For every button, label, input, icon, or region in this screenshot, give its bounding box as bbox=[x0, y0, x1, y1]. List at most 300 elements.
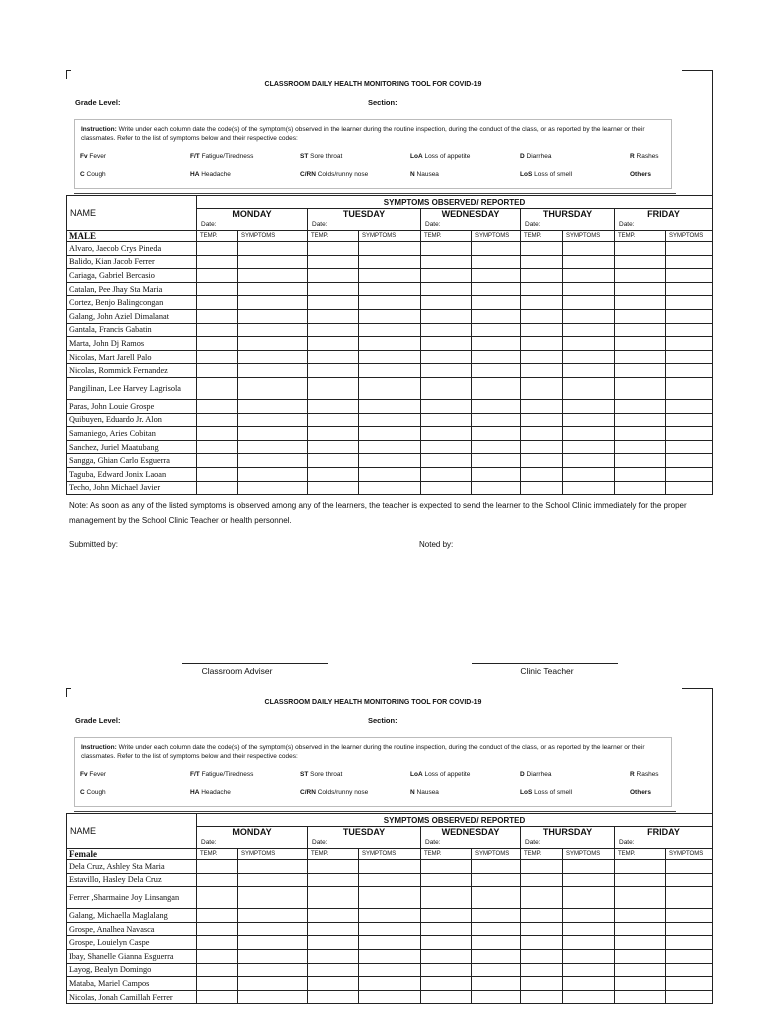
temp-cell[interactable] bbox=[521, 922, 563, 936]
temp-cell[interactable] bbox=[197, 977, 238, 991]
symptoms-cell[interactable] bbox=[472, 296, 521, 310]
temp-cell[interactable] bbox=[521, 427, 563, 441]
temp-cell[interactable] bbox=[197, 337, 238, 351]
temp-cell[interactable] bbox=[421, 467, 472, 481]
day-label: TUESDAY bbox=[342, 827, 386, 837]
day-header-thursday bbox=[521, 827, 615, 849]
temp-cell[interactable] bbox=[197, 427, 238, 441]
temp-cell[interactable] bbox=[521, 269, 563, 283]
temp-cell[interactable] bbox=[308, 364, 359, 378]
symptoms-cell[interactable] bbox=[472, 922, 521, 936]
temp-cell[interactable] bbox=[521, 481, 563, 495]
symptoms-cell[interactable] bbox=[359, 936, 421, 950]
symptoms-cell[interactable] bbox=[238, 860, 308, 874]
temp-cell[interactable] bbox=[197, 454, 238, 468]
temp-cell[interactable] bbox=[615, 309, 666, 323]
temp-cell[interactable] bbox=[197, 377, 238, 399]
symptoms-cell[interactable] bbox=[472, 949, 521, 963]
temp-cell[interactable] bbox=[308, 887, 359, 909]
symptoms-cell[interactable] bbox=[472, 977, 521, 991]
symptoms-cell[interactable] bbox=[359, 413, 421, 427]
temp-cell[interactable] bbox=[615, 296, 666, 310]
temp-cell[interactable] bbox=[197, 309, 238, 323]
symptoms-cell[interactable] bbox=[238, 936, 308, 950]
symptoms-cell[interactable] bbox=[666, 481, 713, 495]
temp-cell[interactable] bbox=[308, 949, 359, 963]
symptoms-cell[interactable] bbox=[563, 323, 615, 337]
symptoms-cell[interactable] bbox=[666, 337, 713, 351]
symptoms-cell[interactable] bbox=[359, 323, 421, 337]
symptoms-cell[interactable] bbox=[666, 296, 713, 310]
symptoms-cell[interactable] bbox=[666, 350, 713, 364]
temp-cell[interactable] bbox=[308, 922, 359, 936]
temp-cell[interactable] bbox=[521, 377, 563, 399]
symptoms-cell[interactable] bbox=[359, 887, 421, 909]
temp-cell[interactable] bbox=[308, 481, 359, 495]
code-fever: Fv Fever bbox=[80, 771, 107, 778]
temp-cell[interactable] bbox=[421, 413, 472, 427]
temp-cell[interactable] bbox=[308, 990, 359, 1004]
temp-cell[interactable] bbox=[615, 440, 666, 454]
symptoms-cell[interactable] bbox=[238, 481, 308, 495]
symptoms-cell[interactable] bbox=[238, 454, 308, 468]
temp-cell[interactable] bbox=[197, 296, 238, 310]
symptoms-cell[interactable] bbox=[563, 399, 615, 413]
symptoms-cell[interactable] bbox=[563, 909, 615, 923]
symptoms-cell[interactable] bbox=[563, 990, 615, 1004]
temp-cell[interactable] bbox=[308, 309, 359, 323]
temp-cell[interactable] bbox=[521, 936, 563, 950]
symptoms-cell[interactable] bbox=[238, 963, 308, 977]
symptoms-cell[interactable] bbox=[666, 949, 713, 963]
temp-cell[interactable] bbox=[308, 977, 359, 991]
symptoms-cell[interactable] bbox=[472, 873, 521, 887]
day-label: FRIDAY bbox=[647, 827, 680, 837]
temp-cell[interactable] bbox=[197, 887, 238, 909]
symptoms-cell[interactable] bbox=[563, 860, 615, 874]
symptoms-cell[interactable] bbox=[666, 399, 713, 413]
temp-cell[interactable] bbox=[308, 873, 359, 887]
temp-cell[interactable] bbox=[421, 963, 472, 977]
temp-cell[interactable] bbox=[308, 413, 359, 427]
temp-cell[interactable] bbox=[421, 887, 472, 909]
temp-cell[interactable] bbox=[421, 350, 472, 364]
symptoms-cell[interactable] bbox=[563, 454, 615, 468]
day-header-wednesday bbox=[421, 827, 521, 849]
temp-cell[interactable] bbox=[421, 309, 472, 323]
temp-cell[interactable] bbox=[308, 242, 359, 256]
temp-cell[interactable] bbox=[197, 481, 238, 495]
temp-cell[interactable] bbox=[521, 350, 563, 364]
temp-cell[interactable] bbox=[197, 364, 238, 378]
day-label: MONDAY bbox=[232, 827, 272, 837]
temp-cell[interactable] bbox=[615, 887, 666, 909]
symptoms-cell[interactable] bbox=[238, 242, 308, 256]
temp-cell[interactable] bbox=[197, 440, 238, 454]
symptoms-cell[interactable] bbox=[563, 413, 615, 427]
table-row bbox=[67, 242, 713, 256]
symptoms-cell[interactable] bbox=[238, 255, 308, 269]
symptoms-cell[interactable] bbox=[472, 427, 521, 441]
temp-cell[interactable] bbox=[615, 242, 666, 256]
temp-cell[interactable] bbox=[521, 963, 563, 977]
temp-cell[interactable] bbox=[521, 949, 563, 963]
symptoms-cell[interactable] bbox=[563, 242, 615, 256]
temp-cell[interactable] bbox=[615, 350, 666, 364]
temp-cell[interactable] bbox=[521, 255, 563, 269]
temp-cell[interactable] bbox=[421, 399, 472, 413]
symptoms-cell[interactable] bbox=[666, 323, 713, 337]
symptoms-cell[interactable] bbox=[666, 990, 713, 1004]
symptoms-cell[interactable] bbox=[472, 309, 521, 323]
symptoms-cell[interactable] bbox=[472, 323, 521, 337]
symptoms-cell[interactable] bbox=[359, 309, 421, 323]
symptoms-cell[interactable] bbox=[472, 337, 521, 351]
symptoms-cell[interactable] bbox=[238, 909, 308, 923]
symptoms-cell[interactable] bbox=[238, 296, 308, 310]
date-label: Date: bbox=[425, 839, 441, 846]
symptoms-cell[interactable] bbox=[666, 364, 713, 378]
symptoms-cell[interactable] bbox=[238, 309, 308, 323]
temp-cell[interactable] bbox=[197, 936, 238, 950]
symptoms-header: SYMPTOMS OBSERVED/ REPORTED bbox=[197, 814, 713, 827]
temp-cell[interactable] bbox=[521, 282, 563, 296]
symptoms-cell[interactable] bbox=[666, 242, 713, 256]
temp-cell[interactable] bbox=[421, 936, 472, 950]
temp-cell[interactable] bbox=[521, 309, 563, 323]
temp-cell[interactable] bbox=[521, 977, 563, 991]
monitoring-table-female bbox=[66, 813, 713, 1004]
temp-cell[interactable] bbox=[421, 364, 472, 378]
symptoms-cell[interactable] bbox=[472, 467, 521, 481]
symptoms-cell[interactable] bbox=[359, 399, 421, 413]
code-diarrhea: D Diarrhea bbox=[520, 771, 552, 778]
symptoms-cell[interactable] bbox=[359, 949, 421, 963]
symptoms-cell[interactable] bbox=[238, 364, 308, 378]
temp-cell[interactable] bbox=[521, 873, 563, 887]
temp-cell[interactable] bbox=[421, 440, 472, 454]
symptoms-cell[interactable] bbox=[563, 364, 615, 378]
symptoms-cell[interactable] bbox=[238, 399, 308, 413]
symptoms-cell[interactable] bbox=[666, 909, 713, 923]
temp-cell[interactable] bbox=[197, 399, 238, 413]
temp-cell[interactable] bbox=[421, 909, 472, 923]
symptoms-cell[interactable] bbox=[359, 296, 421, 310]
temp-cell[interactable] bbox=[421, 269, 472, 283]
temp-cell[interactable] bbox=[615, 413, 666, 427]
symptoms-cell[interactable] bbox=[666, 873, 713, 887]
temp-cell[interactable] bbox=[615, 467, 666, 481]
symptoms-cell[interactable] bbox=[238, 377, 308, 399]
symptoms-cell[interactable] bbox=[666, 454, 713, 468]
symptoms-cell[interactable] bbox=[359, 990, 421, 1004]
symptoms-cell[interactable] bbox=[563, 977, 615, 991]
temp-cell[interactable] bbox=[615, 949, 666, 963]
symptoms-cell[interactable] bbox=[238, 323, 308, 337]
temp-cell[interactable] bbox=[521, 860, 563, 874]
symptoms-cell[interactable] bbox=[472, 350, 521, 364]
temp-cell[interactable] bbox=[615, 860, 666, 874]
day-label: TUESDAY bbox=[342, 209, 386, 219]
symptoms-cell[interactable] bbox=[472, 364, 521, 378]
temp-cell[interactable] bbox=[197, 467, 238, 481]
date-label: Date: bbox=[425, 221, 441, 228]
symptoms-cell[interactable] bbox=[238, 990, 308, 1004]
temp-cell[interactable] bbox=[308, 936, 359, 950]
symptoms-cell[interactable] bbox=[666, 309, 713, 323]
temp-cell[interactable] bbox=[308, 454, 359, 468]
temp-cell[interactable] bbox=[615, 364, 666, 378]
symptoms-cell[interactable] bbox=[472, 440, 521, 454]
symptoms-cell[interactable] bbox=[472, 860, 521, 874]
temp-cell[interactable] bbox=[615, 977, 666, 991]
code-headache: HA Headache bbox=[190, 789, 231, 796]
symptoms-cell[interactable] bbox=[563, 481, 615, 495]
symptoms-cell[interactable] bbox=[563, 887, 615, 909]
date-label: Date: bbox=[201, 839, 217, 846]
symptoms-cell[interactable] bbox=[238, 977, 308, 991]
symptoms-cell[interactable] bbox=[359, 909, 421, 923]
temp-cell[interactable] bbox=[197, 963, 238, 977]
temp-cell[interactable] bbox=[521, 364, 563, 378]
symptoms-cell[interactable] bbox=[563, 440, 615, 454]
temp-cell[interactable] bbox=[197, 269, 238, 283]
symptoms-cell[interactable] bbox=[359, 454, 421, 468]
temp-cell[interactable] bbox=[615, 936, 666, 950]
note-text: Note: As soon as any of the listed symptoms is observed among any of the learners, the teacher is expected to send the learner to the School Clinic immediately for the proper management by the School Clinic Teacher or health personnel. bbox=[69, 501, 687, 525]
temp-cell[interactable] bbox=[308, 337, 359, 351]
symptoms-cell[interactable] bbox=[563, 350, 615, 364]
symptoms-cell[interactable] bbox=[563, 963, 615, 977]
symptoms-cell[interactable] bbox=[666, 887, 713, 909]
symptoms-cell[interactable] bbox=[359, 350, 421, 364]
temp-cell[interactable] bbox=[615, 909, 666, 923]
temp-cell[interactable] bbox=[615, 990, 666, 1004]
symptoms-cell[interactable] bbox=[472, 936, 521, 950]
temp-cell[interactable] bbox=[197, 255, 238, 269]
temp-cell[interactable] bbox=[521, 454, 563, 468]
symptoms-cell[interactable] bbox=[563, 467, 615, 481]
symptoms-cell[interactable] bbox=[472, 481, 521, 495]
temp-cell[interactable] bbox=[615, 454, 666, 468]
temp-cell[interactable] bbox=[615, 337, 666, 351]
symptoms-cell[interactable] bbox=[238, 282, 308, 296]
symptoms-cell[interactable] bbox=[563, 377, 615, 399]
symptoms-cell[interactable] bbox=[359, 255, 421, 269]
symptoms-cell[interactable] bbox=[666, 377, 713, 399]
temp-cell[interactable] bbox=[308, 467, 359, 481]
symptoms-cell[interactable] bbox=[238, 427, 308, 441]
temp-cell[interactable] bbox=[421, 377, 472, 399]
temp-cell[interactable] bbox=[521, 296, 563, 310]
temp-cell[interactable] bbox=[421, 977, 472, 991]
symptoms-cell[interactable] bbox=[238, 922, 308, 936]
symptoms-cell[interactable] bbox=[563, 255, 615, 269]
temp-cell[interactable] bbox=[308, 399, 359, 413]
symptoms-cell[interactable] bbox=[238, 949, 308, 963]
temp-cell[interactable] bbox=[421, 255, 472, 269]
date-label: Date: bbox=[619, 221, 635, 228]
symptoms-cell[interactable] bbox=[666, 977, 713, 991]
symptoms-cell[interactable] bbox=[563, 936, 615, 950]
temp-cell[interactable] bbox=[308, 323, 359, 337]
symptoms-cell[interactable] bbox=[238, 337, 308, 351]
temp-cell[interactable] bbox=[308, 255, 359, 269]
symptoms-cell[interactable] bbox=[666, 922, 713, 936]
temp-cell[interactable] bbox=[421, 922, 472, 936]
student-name: Alvaro, Jaecob Crys Pineda bbox=[67, 242, 197, 256]
temp-cell[interactable] bbox=[421, 949, 472, 963]
temp-cell[interactable] bbox=[521, 909, 563, 923]
symptoms-cell[interactable] bbox=[472, 454, 521, 468]
symptoms-cell[interactable] bbox=[472, 887, 521, 909]
temp-cell[interactable] bbox=[615, 427, 666, 441]
symptoms-cell[interactable] bbox=[472, 255, 521, 269]
temp-cell[interactable] bbox=[197, 350, 238, 364]
temp-cell[interactable] bbox=[421, 282, 472, 296]
temp-cell[interactable] bbox=[421, 454, 472, 468]
symptoms-cell[interactable] bbox=[563, 309, 615, 323]
temp-cell[interactable] bbox=[197, 860, 238, 874]
temp-cell[interactable] bbox=[308, 909, 359, 923]
temp-cell[interactable] bbox=[197, 323, 238, 337]
symptoms-cell[interactable] bbox=[359, 269, 421, 283]
symptoms-cell[interactable] bbox=[666, 963, 713, 977]
temp-cell[interactable] bbox=[615, 873, 666, 887]
temp-cell[interactable] bbox=[308, 860, 359, 874]
temp-cell[interactable] bbox=[197, 873, 238, 887]
temp-cell[interactable] bbox=[521, 242, 563, 256]
symptoms-cell[interactable] bbox=[359, 282, 421, 296]
temp-cell[interactable] bbox=[521, 337, 563, 351]
temp-cell[interactable] bbox=[615, 377, 666, 399]
temp-cell[interactable] bbox=[521, 990, 563, 1004]
temp-cell[interactable] bbox=[521, 440, 563, 454]
temp-cell[interactable] bbox=[421, 860, 472, 874]
temp-cell[interactable] bbox=[521, 323, 563, 337]
symptoms-cell[interactable] bbox=[563, 296, 615, 310]
symptoms-cell[interactable] bbox=[666, 936, 713, 950]
symptoms-cell[interactable] bbox=[472, 399, 521, 413]
temp-cell[interactable] bbox=[308, 377, 359, 399]
temp-cell[interactable] bbox=[521, 467, 563, 481]
temp-cell[interactable] bbox=[197, 909, 238, 923]
temp-cell[interactable] bbox=[308, 350, 359, 364]
symptoms-cell[interactable] bbox=[666, 282, 713, 296]
symptoms-cell[interactable] bbox=[563, 873, 615, 887]
symptoms-cell[interactable] bbox=[666, 427, 713, 441]
symptoms-cell[interactable] bbox=[472, 963, 521, 977]
symptoms-cell[interactable] bbox=[563, 949, 615, 963]
temp-col-header: TEMP. bbox=[521, 849, 563, 860]
symptoms-cell[interactable] bbox=[563, 337, 615, 351]
symptoms-cell[interactable] bbox=[359, 377, 421, 399]
symptoms-cell[interactable] bbox=[472, 269, 521, 283]
temp-cell[interactable] bbox=[308, 282, 359, 296]
symptoms-cell[interactable] bbox=[472, 377, 521, 399]
temp-cell[interactable] bbox=[615, 922, 666, 936]
temp-cell[interactable] bbox=[421, 481, 472, 495]
temp-cell[interactable] bbox=[197, 242, 238, 256]
temp-cell[interactable] bbox=[197, 413, 238, 427]
symptoms-cell[interactable] bbox=[666, 413, 713, 427]
symptoms-cell[interactable] bbox=[359, 364, 421, 378]
symptoms-cell[interactable] bbox=[563, 922, 615, 936]
symptoms-cell[interactable] bbox=[359, 963, 421, 977]
temp-cell[interactable] bbox=[615, 255, 666, 269]
symptoms-cell[interactable] bbox=[238, 467, 308, 481]
symptoms-cell[interactable] bbox=[563, 282, 615, 296]
temp-cell[interactable] bbox=[421, 337, 472, 351]
symptoms-cell[interactable] bbox=[563, 269, 615, 283]
temp-cell[interactable] bbox=[308, 963, 359, 977]
symptoms-cell[interactable] bbox=[666, 440, 713, 454]
symptoms-cell[interactable] bbox=[359, 860, 421, 874]
symptoms-cell[interactable] bbox=[359, 242, 421, 256]
temp-cell[interactable] bbox=[615, 481, 666, 495]
symptoms-cell[interactable] bbox=[238, 887, 308, 909]
symptoms-cell[interactable] bbox=[359, 977, 421, 991]
symptoms-cell[interactable] bbox=[238, 350, 308, 364]
symptoms-cell[interactable] bbox=[666, 269, 713, 283]
temp-cell[interactable] bbox=[197, 990, 238, 1004]
symptoms-cell[interactable] bbox=[666, 860, 713, 874]
symptoms-cell[interactable] bbox=[238, 269, 308, 283]
temp-cell[interactable] bbox=[615, 399, 666, 413]
temp-cell[interactable] bbox=[197, 949, 238, 963]
temp-cell[interactable] bbox=[615, 323, 666, 337]
temp-cell[interactable] bbox=[308, 427, 359, 441]
temp-cell[interactable] bbox=[521, 413, 563, 427]
temp-cell[interactable] bbox=[197, 922, 238, 936]
temp-cell[interactable] bbox=[197, 282, 238, 296]
symptoms-cell[interactable] bbox=[472, 242, 521, 256]
temp-cell[interactable] bbox=[421, 323, 472, 337]
temp-cell[interactable] bbox=[308, 269, 359, 283]
symptoms-cell[interactable] bbox=[359, 440, 421, 454]
temp-cell[interactable] bbox=[421, 242, 472, 256]
table-row bbox=[67, 427, 713, 441]
symptoms-cell[interactable] bbox=[359, 481, 421, 495]
temp-cell[interactable] bbox=[615, 963, 666, 977]
symptoms-cell[interactable] bbox=[359, 467, 421, 481]
temp-cell[interactable] bbox=[615, 269, 666, 283]
temp-cell[interactable] bbox=[421, 296, 472, 310]
symptoms-cell[interactable] bbox=[472, 282, 521, 296]
temp-cell[interactable] bbox=[421, 990, 472, 1004]
temp-cell[interactable] bbox=[308, 296, 359, 310]
symptoms-cell[interactable] bbox=[666, 255, 713, 269]
symptoms-cell[interactable] bbox=[666, 467, 713, 481]
symptoms-cell[interactable] bbox=[359, 873, 421, 887]
symptoms-cell[interactable] bbox=[472, 413, 521, 427]
symptoms-cell[interactable] bbox=[472, 990, 521, 1004]
symptoms-cell[interactable] bbox=[563, 427, 615, 441]
symptoms-cell[interactable] bbox=[238, 413, 308, 427]
symptoms-cell[interactable] bbox=[359, 427, 421, 441]
temp-cell[interactable] bbox=[308, 440, 359, 454]
symptoms-cell[interactable] bbox=[238, 873, 308, 887]
symptoms-cell[interactable] bbox=[472, 909, 521, 923]
temp-cell[interactable] bbox=[521, 399, 563, 413]
symptoms-cell[interactable] bbox=[359, 922, 421, 936]
symptoms-cell[interactable] bbox=[238, 440, 308, 454]
temp-cell[interactable] bbox=[421, 873, 472, 887]
temp-cell[interactable] bbox=[521, 887, 563, 909]
temp-cell[interactable] bbox=[421, 427, 472, 441]
symptoms-cell[interactable] bbox=[359, 337, 421, 351]
temp-cell[interactable] bbox=[615, 282, 666, 296]
